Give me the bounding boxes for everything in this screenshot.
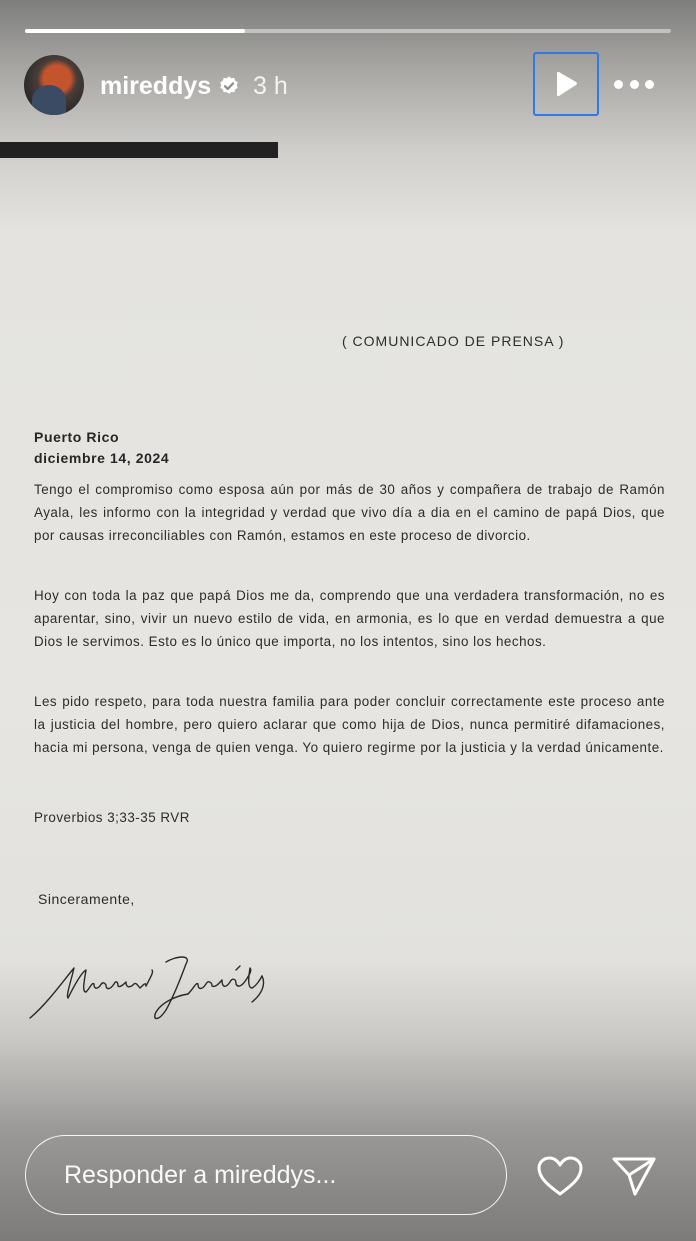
avatar[interactable] [24, 55, 84, 115]
story-progress-fill [25, 29, 245, 33]
more-options-button[interactable] [614, 73, 654, 95]
more-icon [614, 80, 623, 89]
heart-icon[interactable] [536, 1155, 584, 1197]
redaction-bar [0, 142, 278, 158]
document-reference: Proverbios 3;33-35 RVR [34, 810, 190, 825]
document-paragraph: Tengo el compromiso como esposa aún por más de 30 años y compañera de trabajo de Ramón Ayala, les informo con la integridad y verdad que vivo día a dia en el camino de papá Dios, que por causas irreconciliables con Ramón, estamos en este proceso de divorcio. [34, 482, 665, 543]
more-icon-dot [630, 80, 639, 89]
document-title: ( COMUNICADO DE PRENSA ) [342, 333, 565, 349]
story-time: 3 h [253, 72, 288, 100]
story-progress-bar [25, 29, 671, 33]
document-paragraph: Les pido respeto, para toda nuestra familia para poder concluir correctamente este proceso ante la justicia del hombre, pero quiero aclarar que como hija de Dios, nunca permitiré difamaciones, hacia mi persona, venga de quien venga. Yo quiero regirme por la justicia y la verdad únicamente. [34, 694, 665, 755]
document-paragraph: Hoy con toda la paz que papá Dios me da, comprendo que una verdadera transformación, no es aparentar, sino, vivir un nuevo estilo de vida, en armonia, es lo que en verdad demuestra a que Dios le servimos. Esto es lo único que importa, no los intentos, sino los hechos. [34, 588, 665, 649]
document-sign-off: Sinceramente, [38, 891, 135, 907]
play-button[interactable] [533, 52, 599, 116]
reply-input[interactable] [25, 1135, 507, 1215]
username[interactable]: mireddys [100, 72, 212, 100]
document-date: diciembre 14, 2024 [34, 450, 170, 466]
document-header [34, 427, 169, 469]
verified-badge-icon [218, 75, 240, 97]
more-icon-dot [645, 80, 654, 89]
document-location: Puerto Rico [34, 429, 120, 445]
signature-image [26, 940, 276, 1025]
reply-placeholder: Responder a mireddys... [64, 1161, 337, 1189]
play-icon [553, 70, 579, 98]
story-header [24, 55, 672, 117]
send-icon[interactable] [611, 1155, 657, 1197]
